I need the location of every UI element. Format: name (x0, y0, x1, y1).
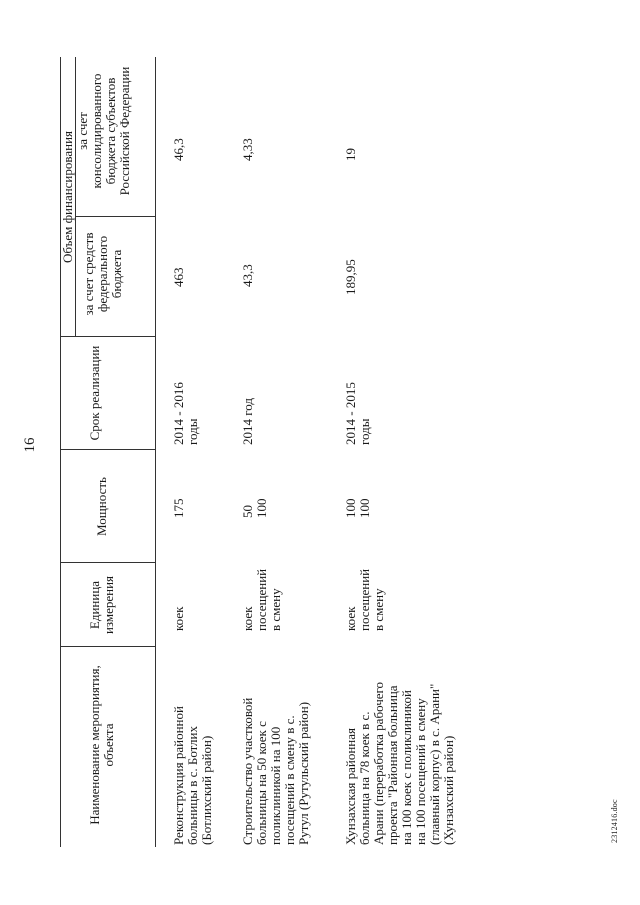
table-row-2-capacity: 50 100 (240, 498, 269, 518)
table-row-2-federal: 43,3 (240, 264, 255, 287)
table-row-3-period: 2014 - 2015 годы (343, 382, 372, 445)
table-row-3-regional: 19 (343, 148, 358, 161)
column-divider (60, 646, 155, 647)
header-capacity: Мощность (94, 477, 109, 536)
table-row-2-unit: коек посещений в смену (240, 568, 283, 631)
table-row-3-capacity: 100 100 (343, 498, 372, 518)
table-row-2-period: 2014 год (240, 398, 255, 445)
header-regional: за счет консолидированного бюджета субъектов Российской Федерации (75, 66, 132, 196)
table-row-2-name: Строительство участковой больницы на 50 коек с поликлиникой на 100 посещений в смену в с. Рутул (Рутульский район) (240, 697, 311, 845)
table-row-3-name: Хунзахская районная больница на 78 коек в с. Арани (переработка рабочего проекта "Районная больница на 100 коек с поликлиникой на 100 посещений в смену (главный корпус) в с. Арани" (Хунзахский район) (343, 681, 456, 845)
header-funding: Объем финансирования (60, 130, 75, 264)
table-row-1-regional: 46,3 (171, 138, 186, 161)
table-row-2-regional: 4,33 (240, 138, 255, 161)
table-row-1-federal: 463 (171, 267, 186, 287)
column-divider (60, 336, 155, 337)
header-unit: Единица измерения (87, 575, 116, 635)
file-name-footer: 2312416.doc (610, 799, 619, 843)
header-name: Наименование мероприятия, объекта (87, 665, 116, 825)
column-divider (60, 449, 155, 450)
column-divider (75, 216, 155, 217)
column-divider (60, 562, 155, 563)
table-header-bottom-rule (155, 57, 156, 847)
table-row-3-federal: 189,95 (343, 259, 358, 295)
table-row-1-capacity: 175 (171, 498, 186, 518)
table-row-1-name: Реконструкция районной больницы в с. Ботлих (Ботлихский район) (171, 706, 214, 845)
header-period: Срок реализации (87, 345, 102, 441)
header-federal: за счет средств федерального бюджета (81, 232, 124, 316)
page-number: 16 (22, 437, 38, 453)
table-row-3-unit: коек посещений в смену (343, 568, 386, 631)
table-row-1-unit: коек (171, 606, 186, 631)
table-row-1-period: 2014 - 2016 годы (171, 382, 200, 445)
